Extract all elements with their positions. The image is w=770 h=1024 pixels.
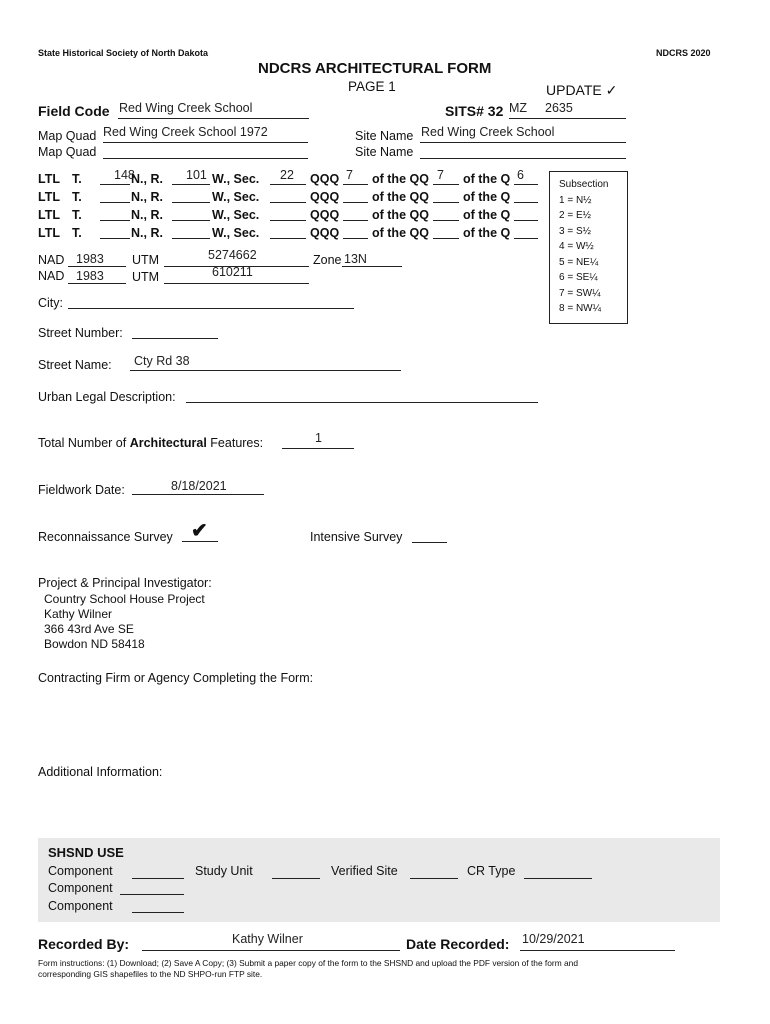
form-version: NDCRS 2020 [656,48,711,58]
ltl-qq-val-value[interactable]: 7 [437,168,444,182]
ltl-qqq-label: QQQ [310,172,340,186]
ltl-r-val-line [172,202,210,203]
street-number-label: Street Number: [38,326,123,340]
ltl-q-val-line [514,202,538,203]
ltl-qq-val-line [433,238,459,239]
ltl-ofqq-label: of the QQ [372,226,429,240]
zone-line [342,266,402,267]
org-name: State Historical Society of North Dakota [38,48,209,58]
instructions-line-2: corresponding GIS shapefiles to the ND SHPO-run FTP site. [38,968,263,979]
subsection-item: 8 = NW¼ [559,303,601,314]
verified-site-line[interactable] [410,878,458,879]
form-instructions [38,958,578,979]
nad-year-2[interactable]: 1983 [76,269,104,283]
ltl-qqq-label: QQQ [310,208,340,222]
subsection-item: 3 = S½ [559,225,591,237]
fieldwork-date-label: Fieldwork Date: [38,483,125,497]
ltl-w-label: W., Sec. [212,208,260,222]
ltl-t-val-line [100,220,130,221]
ltl-n-label: N., R. [131,172,163,186]
ltl-ltl-label: LTL [38,226,60,240]
city-line [68,308,354,309]
ltl-ofq-label: of the Q [463,208,511,222]
component-label-2: Component [48,881,113,895]
ltl-t-label: T. [72,208,82,222]
utm-value-1[interactable]: 5274662 [208,248,257,262]
subsection-item: 5 = NE¼ [559,256,599,268]
project-address[interactable] [44,592,205,652]
recorded-by-line [142,950,400,951]
subsection-item: 1 = N½ [559,194,592,206]
field-code-value[interactable]: Red Wing Creek School [119,101,253,115]
cr-type-label: CR Type [467,864,516,878]
ltl-t-val-line [100,238,130,239]
component-label-3: Component [48,899,113,913]
city-label: City: [38,296,63,310]
date-recorded-label: Date Recorded: [406,936,510,952]
street-name-label: Street Name: [38,358,112,372]
ltl-ltl-label: LTL [38,208,60,222]
ltl-t-label: T. [72,190,82,204]
ltl-qqq-label: QQQ [310,226,340,240]
ltl-ltl-label: LTL [38,190,60,204]
site-name-line-1 [420,142,626,143]
field-code-line [118,118,309,119]
nad-year-1[interactable]: 1983 [76,252,104,266]
ltl-n-label: N., R. [131,226,163,240]
ltl-r-val-line [172,184,210,185]
component-line-2[interactable] [120,894,184,895]
utm-value-2[interactable]: 610211 [212,265,253,279]
ltl-qq-val-line [433,184,459,185]
ltl-t-val-line [100,202,130,203]
utm-label-2: UTM [132,270,160,284]
page-number: PAGE 1 [348,79,396,94]
site-name-line-2 [420,158,626,159]
subsection-title: Subsection [559,179,609,190]
zone-label: Zone [313,253,342,267]
subsection-item: 6 = SE¼ [559,272,598,283]
site-name-label-1: Site Name [355,129,414,143]
ltl-w-label: W., Sec. [212,190,260,204]
ltl-sec-val-value[interactable]: 22 [280,168,294,182]
ltl-q-val-line [514,238,538,239]
map-quad-label-2: Map Quad [38,145,97,159]
update-checkbox[interactable]: UPDATE ✓ [546,82,618,98]
recorded-by-label: Recorded By: [38,936,130,952]
ltl-qqq-val-line [343,238,368,239]
intensive-survey-line [412,542,447,543]
nad-year-line-1 [68,266,126,267]
site-name-value-1[interactable]: Red Wing Creek School [421,125,555,139]
ltl-ltl-label: LTL [38,172,60,186]
project-label: Project & Principal Investigator: [38,576,212,590]
urban-legal-label: Urban Legal Description: [38,390,176,404]
ltl-t-label: T. [72,172,82,186]
ltl-t-label: T. [72,226,82,240]
map-quad-value-1[interactable]: Red Wing Creek School 1972 [103,125,268,139]
sits-suffix[interactable]: MZ [509,101,528,115]
ltl-ofqq-label: of the QQ [372,208,429,222]
street-name-value[interactable]: Cty Rd 38 [134,354,190,368]
nad-label-2: NAD [38,269,65,283]
ltl-w-label: W., Sec. [212,172,260,186]
date-recorded-value[interactable]: 10/29/2021 [522,932,585,946]
ltl-sec-val-line [270,220,306,221]
contracting-label: Contracting Firm or Agency Completing the Form: [38,671,314,685]
street-name-line [130,370,401,371]
zone-value[interactable]: 13N [344,252,367,266]
nad-year-line-2 [68,283,126,284]
date-recorded-line [520,950,675,951]
study-unit-line[interactable] [272,878,320,879]
ltl-qqq-val-line [343,220,368,221]
utm-label-1: UTM [132,253,160,267]
shsnd-use-section [38,838,720,922]
total-features-value[interactable]: 1 [315,431,322,445]
ltl-q-val-value[interactable]: 6 [517,168,524,182]
total-features-label: Total Number of Architectural Features: [38,436,264,450]
ltl-ofq-label: of the Q [463,226,511,240]
site-name-label-2: Site Name [355,145,414,159]
map-quad-label-1: Map Quad [38,129,97,143]
sits-label: SITS# 32 [445,103,504,119]
ltl-qqq-val-line [343,184,368,185]
street-number-line [132,338,218,339]
ltl-r-val-line [172,238,210,239]
map-quad-line-2 [103,158,308,159]
subsection-item: 4 = W½ [559,241,594,252]
ltl-n-label: N., R. [131,190,163,204]
fieldwork-date-value[interactable]: 8/18/2021 [171,479,227,493]
field-code-label: Field Code [38,103,110,119]
ltl-qq-val-line [433,220,459,221]
map-quad-line-1 [103,142,308,143]
project-line: 366 43rd Ave SE [44,622,134,636]
component-label-1: Component [48,864,113,878]
sits-line [509,118,626,119]
sits-number[interactable]: 2635 [545,101,573,115]
project-line: Country School House Project [44,592,205,606]
ltl-n-label: N., R. [131,208,163,222]
component-line-3[interactable] [132,912,184,913]
form-title: NDCRS ARCHITECTURAL FORM [258,60,492,77]
ltl-sec-val-line [270,184,306,185]
ltl-ofqq-label: of the QQ [372,190,429,204]
ltl-w-label: W., Sec. [212,226,260,240]
ltl-ofq-label: of the Q [463,190,511,204]
ltl-ofqq-label: of the QQ [372,172,429,186]
ltl-t-val-line [100,184,130,185]
ltl-q-val-line [514,220,538,221]
ltl-t-val-value[interactable]: 148 [114,168,135,182]
verified-site-label: Verified Site [331,864,398,878]
ltl-qqq-label: QQQ [310,190,340,204]
ltl-q-val-line [514,184,538,185]
fieldwork-date-line [132,494,264,495]
instructions-line-1: Form instructions: (1) Download; (2) Save A Copy; (3) Submit a paper copy of the form to the SHSND and upload the PDF version of the form and [38,958,578,968]
subsection-item: 2 = E½ [559,210,591,221]
additional-info-label: Additional Information: [38,765,163,779]
ltl-sec-val-line [270,238,306,239]
subsection-legend [549,171,628,324]
ltl-r-val-value[interactable]: 101 [186,168,207,182]
component-line-1[interactable] [132,878,184,879]
recon-survey-check[interactable]: ✔ [191,520,208,542]
ltl-qqq-val-line [343,202,368,203]
study-unit-label: Study Unit [195,864,253,878]
recon-survey-line [182,541,218,542]
ltl-r-val-line [172,220,210,221]
intensive-survey-label: Intensive Survey [310,530,403,544]
project-line: Kathy Wilner [44,607,113,621]
subsection-item: 7 = SW¼ [559,287,601,299]
ltl-qqq-val-value[interactable]: 7 [346,168,353,182]
ltl-qq-val-line [433,202,459,203]
cr-type-line[interactable] [524,878,592,879]
recon-survey-label: Reconnaissance Survey [38,530,173,544]
ltl-sec-val-line [270,202,306,203]
project-line: Bowdon ND 58418 [44,637,145,651]
ltl-ofq-label: of the Q [463,172,511,186]
shsnd-use-title: SHSND USE [48,845,124,860]
nad-label-1: NAD [38,253,65,267]
total-features-line [282,448,354,449]
utm-line-2 [164,283,309,284]
urban-legal-line [186,402,538,403]
recorded-by-value[interactable]: Kathy Wilner [232,932,303,946]
